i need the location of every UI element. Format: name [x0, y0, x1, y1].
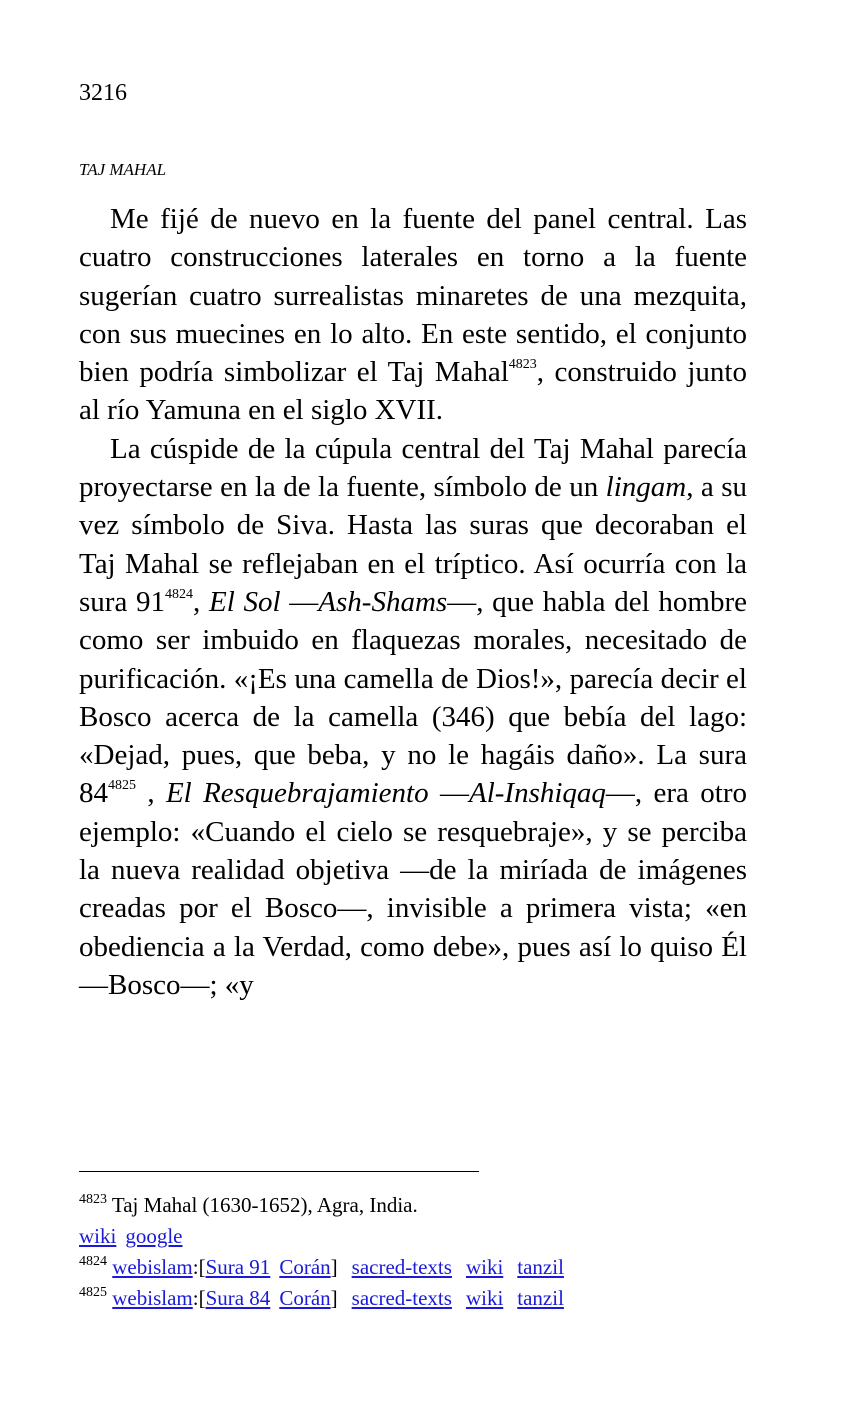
- webislam-link[interactable]: webislam: [112, 1286, 193, 1310]
- italic-resquebrajamiento: El Resquebrajamiento: [165, 777, 429, 810]
- wiki-link[interactable]: wiki: [79, 1224, 117, 1248]
- footnote-divider: [79, 1171, 479, 1172]
- italic-lingam: lingam: [605, 471, 687, 504]
- sura-link[interactable]: Sura 91: [205, 1255, 271, 1279]
- footnote-number: 4823: [79, 1192, 107, 1207]
- footnote-text: Taj Mahal (1630-1652), Agra, India.: [111, 1193, 418, 1217]
- italic-ash-shams: Ash-Shams: [318, 585, 448, 618]
- sura-link[interactable]: Sura 84: [205, 1286, 271, 1310]
- italic-el-sol: El Sol: [209, 585, 281, 618]
- paragraph-1-text-b: , construido junto al río Yamuna en el siglo XVII.: [79, 356, 747, 427]
- footnote-4824: [79, 1252, 779, 1283]
- paragraph-2-text-c: ,: [193, 585, 210, 618]
- coran-link[interactable]: Corán: [279, 1286, 331, 1310]
- footnotes: [79, 1190, 779, 1314]
- bracket-open: :[: [192, 1255, 206, 1279]
- footnote-4825: [79, 1283, 779, 1314]
- bracket-open: :[: [192, 1286, 206, 1310]
- bracket-close: ]: [330, 1286, 338, 1310]
- wiki-link[interactable]: wiki: [465, 1286, 504, 1310]
- footnote-ref-4824[interactable]: 4824: [165, 586, 194, 602]
- footnote-number: 4824: [79, 1254, 107, 1269]
- tanzil-link[interactable]: tanzil: [517, 1286, 564, 1310]
- running-head: TAJ MAHAL: [79, 160, 167, 179]
- coran-link[interactable]: Corán: [279, 1255, 331, 1279]
- wiki-link[interactable]: wiki: [465, 1255, 504, 1279]
- paragraph-2-text-d: —: [280, 585, 319, 618]
- bracket-close: ]: [330, 1255, 338, 1279]
- sacred-texts-link[interactable]: sacred-texts: [351, 1255, 452, 1279]
- paragraph-2: [79, 430, 747, 1004]
- tanzil-link[interactable]: tanzil: [517, 1255, 564, 1279]
- footnote-number: 4825: [79, 1285, 107, 1300]
- footnote-ref-4823[interactable]: 4823: [508, 357, 537, 373]
- google-link[interactable]: google: [125, 1224, 183, 1248]
- footnote-ref-4825[interactable]: 4825: [108, 778, 136, 794]
- footnote-4823: [79, 1190, 779, 1221]
- webislam-link[interactable]: webislam: [112, 1255, 193, 1279]
- page-number: 3216: [79, 80, 127, 106]
- paragraph-2-text-b: , a su vez símbolo de Siva. Hasta las suras que decoraban el Taj Mahal se reflejaban en el tríptico. Así ocurría con la sura 91: [79, 471, 747, 618]
- paragraph-2-text-g: —: [428, 777, 469, 810]
- paragraph-1: [79, 200, 747, 430]
- footnote-4823-links: [79, 1221, 779, 1252]
- body-text: [79, 200, 747, 1004]
- paragraph-1-text-a: Me fijé de nuevo en la fuente del panel central. Las cuatro construcciones laterales en torno a la fuente sugerían cuatro surrealistas minaretes de una mezquita, con sus muecines en lo alto. En este sentido, el conjunto bien podría simbolizar el Taj Mahal: [79, 203, 747, 389]
- paragraph-2-text-f: ,: [136, 777, 166, 810]
- paragraph-2-text-e: —, que habla del hombre como ser imbuido en flaquezas morales, necesitado de purificación. «¡Es una camella de Dios!», parecía decir el Bosco acerca de la camella (346) que bebía del lago: «Dejad, pues, que beba, y no le hagáis daño». La sura 84: [79, 585, 747, 810]
- paragraph-2-text-a: La cúspide de la cúpula central del Taj Mahal parecía proyectarse en la de la fuente, símbolo de un: [79, 432, 747, 504]
- paragraph-2-text-h: —, era otro ejemplo: «Cuando el cielo se resquebraje», y se perciba la nueva realidad objetiva —de la miríada de imágenes creadas por el Bosco—, invisible a primera vista; «en obediencia a la Verdad, como debe», pues así lo quiso Él —Bosco—; «y: [79, 777, 748, 1001]
- italic-al-inshiqaq: Al-Inshiqaq: [468, 777, 606, 810]
- sacred-texts-link[interactable]: sacred-texts: [351, 1286, 452, 1310]
